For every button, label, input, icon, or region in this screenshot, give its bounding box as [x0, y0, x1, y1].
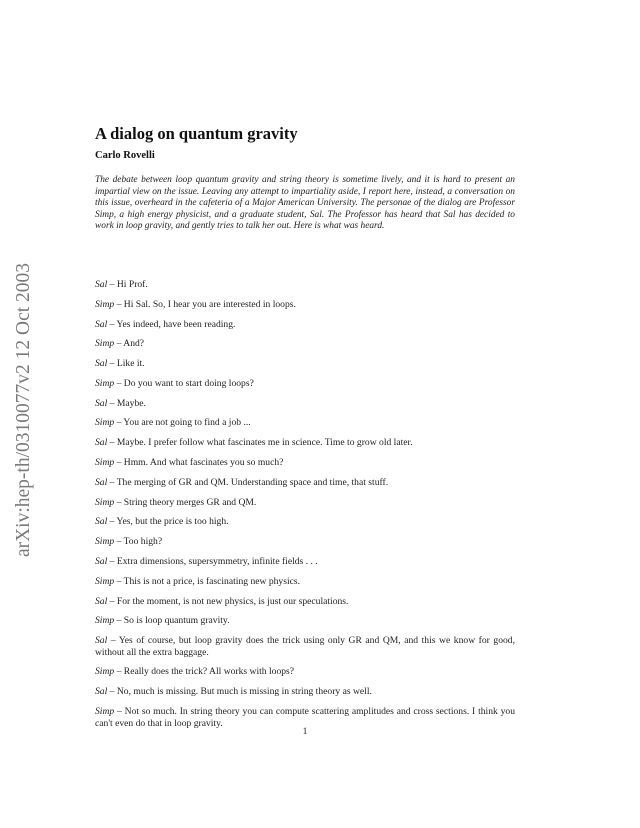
dialog-speaker: Sal: [95, 555, 108, 567]
dialog-speaker: Simp: [95, 615, 115, 627]
dialog-line: [95, 299, 515, 311]
dialog-speaker: Simp: [95, 706, 115, 717]
dialog-line: [95, 338, 515, 350]
dialog-line: [95, 536, 515, 548]
dialog-line: [95, 516, 515, 528]
dialog-line: [95, 615, 515, 627]
dialog-speaker: Simp: [95, 536, 115, 548]
dialog-text: – Maybe.: [109, 397, 146, 409]
dialog-speaker: Sal: [95, 635, 108, 647]
dialog-line: [95, 378, 515, 390]
dialog-speaker: Sal: [95, 686, 108, 698]
dialog-text: – Do you want to start doing loops?: [116, 377, 254, 389]
dialog-line: [95, 477, 515, 489]
dialog-text: – Really does the trick? All works with loops?: [116, 666, 295, 678]
dialog-text: – Yes, but the price is too high.: [109, 516, 229, 528]
dialog-text: – Hi Prof.: [109, 279, 148, 290]
dialog-text: – So is loop quantum gravity.: [116, 615, 230, 627]
dialog-text: – Too high?: [116, 536, 163, 548]
dialog-line: [95, 686, 515, 698]
dialog-text: – String theory merges GR and QM.: [116, 496, 257, 508]
dialog-line: [95, 556, 515, 568]
dialog-speaker: Simp: [95, 575, 115, 587]
dialog-text: – Maybe. I prefer follow what fascinates me in science. Time to grow old later.: [109, 437, 413, 449]
dialog-speaker: Simp: [95, 338, 115, 350]
dialog-speaker: Sal: [95, 476, 108, 488]
dialog-body: [95, 279, 515, 737]
dialog-text: – Yes of course, but loop gravity does the trick using only GR and QM, and this we know for good, without all the extra baggage.: [95, 635, 515, 658]
dialog-speaker: Sal: [95, 595, 108, 607]
dialog-line: [95, 437, 515, 449]
dialog-speaker: Simp: [95, 666, 115, 678]
dialog-line: [95, 398, 515, 410]
dialog-text: – Hi Sal. So, I hear you are interested in loops.: [116, 298, 296, 310]
dialog-text: – For the moment, is not new physics, is just our speculations.: [109, 595, 349, 607]
dialog-line: [95, 666, 515, 678]
dialog-text: – No, much is missing. But much is missing in string theory as well.: [109, 686, 372, 698]
dialog-text: – This is not a price, is fascinating new physics.: [116, 575, 300, 587]
dialog-line: [95, 635, 515, 658]
dialog-text: – And?: [116, 338, 145, 350]
dialog-text: – Extra dimensions, supersymmetry, infinite fields . . .: [109, 555, 318, 567]
dialog-speaker: Simp: [95, 496, 115, 508]
dialog-speaker: Sal: [95, 437, 108, 449]
dialog-line: [95, 358, 515, 370]
page-number: 1: [302, 726, 308, 737]
dialog-line: [95, 596, 515, 608]
dialog-line: [95, 279, 515, 291]
dialog-speaker: Simp: [95, 457, 115, 469]
paper-author: Carlo Rovelli: [95, 150, 155, 161]
dialog-line: [95, 417, 515, 429]
dialog-text: – Not so much. In string theory you can compute scattering amplitudes and cross sections. I think you can't even do that in loop gravity.: [95, 706, 515, 729]
dialog-speaker: Simp: [95, 377, 115, 389]
paper-title: A dialog on quantum gravity: [95, 124, 298, 143]
dialog-speaker: Sal: [95, 279, 108, 290]
dialog-line: [95, 457, 515, 469]
dialog-speaker: Sal: [95, 516, 108, 528]
dialog-text: – Yes indeed, have been reading.: [109, 318, 236, 330]
dialog-speaker: Sal: [95, 397, 108, 409]
dialog-line: [95, 497, 515, 509]
dialog-speaker: Simp: [95, 417, 115, 429]
dialog-speaker: Sal: [95, 318, 108, 330]
dialog-text: – Like it.: [109, 358, 145, 370]
arxiv-identifier: arXiv:hep-th/0310077v2 12 Oct 2003: [13, 262, 34, 558]
dialog-speaker: Sal: [95, 358, 108, 370]
dialog-text: – Hmm. And what fascinates you so much?: [116, 457, 284, 469]
abstract: The debate between loop quantum gravity and string theory is sometime lively, and it is hard to present an impartial view on the issue. Leaving any attempt to impartiality aside, I report here, instead, a conversation on this issue, overheard in the cafeteria of a Major American University. The personae of the dialog are Professor Simp, a high energy physicist, and a graduate student, Sal. The Professor has heard that Sal has decided to work in loop gravity, and gently tries to talk her out. Here is what was heard.: [95, 175, 515, 232]
dialog-line: [95, 576, 515, 588]
dialog-line: [95, 319, 515, 331]
dialog-text: – You are not going to find a job ...: [116, 417, 251, 429]
dialog-text: – The merging of GR and QM. Understanding space and time, that stuff.: [109, 476, 389, 488]
dialog-speaker: Simp: [95, 298, 115, 310]
